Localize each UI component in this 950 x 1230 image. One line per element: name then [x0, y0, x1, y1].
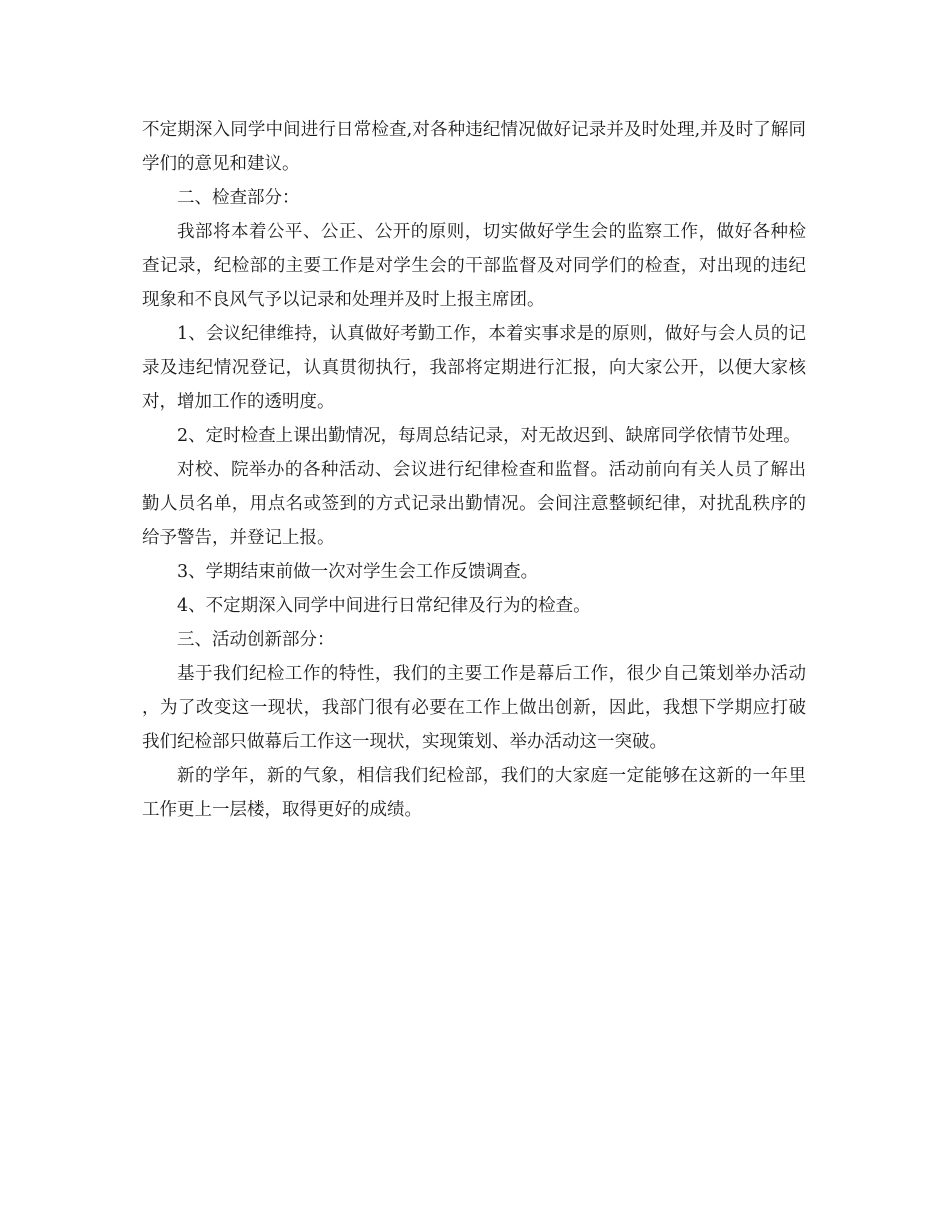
paragraph-4: 基于我们纪检工作的特性，我们的主要工作是幕后工作，很少自己策划举办活动，为了改变这一现状，我部门很有必要在工作上做出创新，因此，我想下学期应打破我们纪检部只做幕后工作这一现状，实现策划、举办活动这一突破。 — [142, 664, 806, 752]
list-item-3: 3、学期结束前做一次对学生会工作反馈调查。 — [177, 562, 539, 582]
paragraph-1: 不定期深入同学中间进行日常检查,对各种违纪情况做好记录并及时处理,并及时了解同学们的意见和建议。 — [142, 120, 806, 174]
paragraph-2: 我部将本着公平、公正、公开的原则，切实做好学生会的监察工作，做好各种检查记录，纪检部的主要工作是对学生会的干部监督及对同学们的检查，对出现的违纪现象和不良风气予以记录和处理并及时上报主席团。 — [142, 222, 806, 310]
list-item-2: 2、定时检查上课出勤情况，每周总结记录，对无故迟到、缺席同学依情节处理。 — [177, 426, 801, 446]
paragraph-3: 对校、院举办的各种活动、会议进行纪律检查和监督。活动前向有关人员了解出勤人员名单，用点名或签到的方式记录出勤情况。会间注意整顿纪律，对扰乱秩序的给予警告，并登记上报。 — [142, 460, 806, 548]
paragraph-5: 新的学年，新的气象，相信我们纪检部，我们的大家庭一定能够在这新的一年里工作更上一层楼，取得更好的成绩。 — [142, 766, 806, 820]
list-item-1: 1、会议纪律维持，认真做好考勤工作，本着实事求是的原则，做好与会人员的记录及违纪情况登记，认真贯彻执行，我部将定期进行汇报，向大家公开，以便大家核对，增加工作的透明度。 — [142, 324, 806, 412]
section-heading-inspection: 二、检查部分： — [177, 188, 300, 208]
section-heading-innovation: 三、活动创新部分： — [177, 630, 335, 650]
document-body — [142, 113, 806, 827]
list-item-4: 4、不定期深入同学中间进行日常纪律及行为的检查。 — [177, 596, 591, 616]
